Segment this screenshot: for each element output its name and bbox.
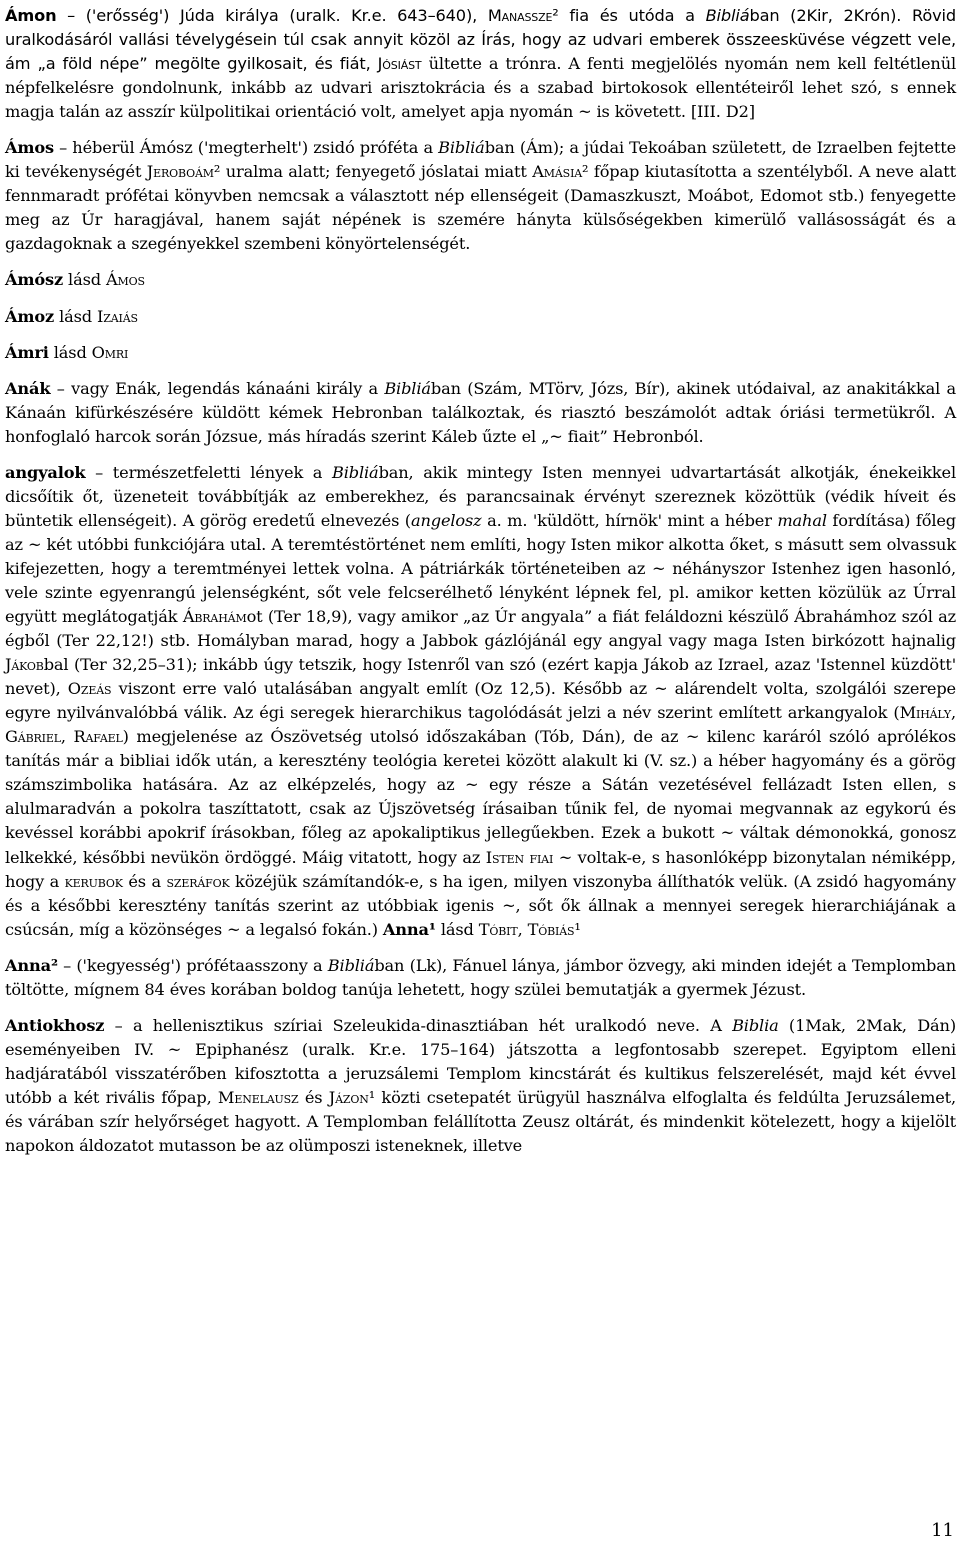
entry-antiokhosz bbox=[5, 1014, 956, 1158]
entry-text: – a hellenisztikus szíriai Szeleukida-dinasztiában hét uralkodó neve. A bbox=[104, 1015, 733, 1035]
cross-reference: Ozeás bbox=[67, 679, 112, 699]
entry-text: – héberül Ámósz ('megterhelt') zsidó próféta a bbox=[54, 138, 439, 158]
cross-reference: Amásia² bbox=[532, 162, 589, 182]
entry-text: ) megjelenése az Ószövetség utolsó időszakában (Tób, Dán), de az ~ kilenc karáról szóló aprólékos tanítás már a bibliai idők után, a keresztény teológia keretei között alakult ki (V. sz.) a héber hagyomány és a görög számszimbolika hatására. Az az elképzelés, hogy az ~ egy része a Sátán vezetésével fellázadt Isten ellen, s alulmaradván a pokolra taszíttatott, csak az Újszövetség írásaiban tűnik fel, de nyomai megvannak az egykorú és kevéssel korábbi apokrif írásokban, főleg az apokaliptikus jellegűekben. Ezek a bukott ~ váltak démonokká, gonosz lelkekké, későbbi nevükön ördöggé. Máig vitatott, hogy az bbox=[5, 727, 956, 867]
italic-text: Bibliá bbox=[438, 138, 485, 158]
entry-angyalok bbox=[5, 461, 956, 942]
entry-text: ~ voltak-e, s hasonlóképp bizonytalan némiképp, hogy a bbox=[5, 847, 956, 891]
entry-text: , bbox=[60, 727, 74, 747]
entry-text: , bbox=[951, 703, 956, 723]
entry-text: közéjük számítandók-e, s ha igen, milyen viszonyba állíthatók velük. (A zsidó hagyomány és a későbbi keresztény tanítás szerint az utóbbiak igenis ~, sőt ők állnak a mennyei seregek hierarchiájának a csúcsán, míg a közönséges ~ a legalsó fokán.) bbox=[5, 871, 956, 939]
entry-text: ban, akik mintegy Isten mennyei udvartartását alkotják, énekeikkel dicsőítik őt, üzeneteit továbbítják az emberekhez, és parancsainak érvényt szereznek közöttük (védik híveit és büntetik ellenségeit). A görög eredetű elnevezés ( bbox=[5, 462, 956, 530]
headword: angyalok bbox=[5, 462, 86, 482]
cross-reference: Manassze² bbox=[487, 6, 570, 25]
headword: Anák bbox=[5, 378, 51, 398]
cross-reference: Gábriel bbox=[5, 727, 61, 747]
entry-text: és bbox=[298, 1087, 329, 1107]
entry-text: fordítása) főleg az ~ két utóbbi funkciójára utal. A teremtéstörténet nem említi, hogy Isten mikor alkotta őket, s másutt sem olvassuk kifejezetten, hogy a teremtményei lettek volna. A pátriárkák történeteiben az ~ néhányszor Istenhez igen hasonló, vele szinte egyenrangú jelenségként, sőt vele felcserélhető lényként lépnek fel, pl. amikor ketten közülük az Úrral együtt meglátogatják bbox=[5, 510, 956, 627]
entry-text: bal (Ter 32,25–31); inkább úgy tetszik, hogy Istenről van szó (ezért kapja Jákob az Izrael, azaz 'Istennel küzdött' nevet), bbox=[5, 655, 956, 699]
entry-text: – ('kegyesség') prófétaasszony a bbox=[57, 955, 328, 975]
cross-reference: Menelausz bbox=[217, 1087, 299, 1107]
cross-reference: Rafael bbox=[73, 727, 123, 747]
cross-reference: Ábrahám bbox=[182, 607, 247, 627]
cross-reference: Izaiás bbox=[96, 306, 138, 326]
entry-text: ot (Ter 18,9), vagy amikor „az Úr angyala” a fiát feláldozni készülő Ábrahámhoz szól az égből (Ter 22,12!) stb. Homályban marad, hogy a Jabbok gázlójánál egy angyal vagy maga Isten birkózott hajnalig bbox=[5, 607, 956, 651]
entry-text: , bbox=[517, 919, 528, 939]
entry-amosz bbox=[5, 268, 956, 292]
page-number: 11 bbox=[931, 1520, 954, 1541]
italic-text: mahal bbox=[777, 510, 827, 530]
italic-text: Biblia bbox=[732, 1015, 779, 1035]
entry-text: – természetfeletti lények a bbox=[85, 462, 333, 482]
dictionary-page bbox=[5, 4, 956, 1170]
cross-reference: Ámos bbox=[105, 270, 145, 290]
entry-text: fia és utóda a bbox=[569, 6, 706, 25]
entry-text: ban (Ám); a júdai Tekoában született, de Izraelben fejtette ki tevékenységét bbox=[5, 138, 956, 182]
cross-reference: Jeroboám² bbox=[146, 162, 221, 182]
italic-text: Bibliá bbox=[705, 6, 750, 25]
entry-text: lásd bbox=[54, 306, 97, 326]
headword: Ámósz bbox=[5, 270, 64, 290]
entry-text: és a bbox=[122, 871, 167, 891]
cross-reference: szeráfok bbox=[166, 871, 230, 891]
entry-amoz bbox=[5, 305, 956, 329]
cross-reference: Tóbit bbox=[478, 919, 518, 939]
cross-reference: Jósiást bbox=[377, 54, 422, 74]
entry-anak bbox=[5, 377, 956, 449]
headword: Anna² bbox=[5, 955, 58, 975]
entry-text: uralma alatt; fenyegető jóslatai miatt bbox=[220, 162, 533, 182]
entry-text: ültette a trónra. A fenti megjelölés nyomán nem kell feltétlenül népfelkelésre gondolnunk, inkább az udvari arisztokrácia és a szabad birtokosok ellentéteiről lehet szó, s ennek magja talán az asszír külpolitikai orientáció volt, amelyet apja nyomán ~ is követett. [III. D2] bbox=[5, 54, 957, 122]
entry-text: ban (2Kir, 2Krón). Rövid uralkodásáról vallási tévelygésein túl csak annyit közöl az Írás, hogy az udvari emberek összeesküvése végzett vele, ám „a föld népe” megölte gyilkosait, és fiát, bbox=[5, 6, 956, 74]
entry-text: lásd bbox=[48, 342, 92, 362]
cross-reference: Jázon¹ bbox=[328, 1087, 376, 1107]
cross-reference: Omri bbox=[91, 342, 129, 362]
headword: Antiokhosz bbox=[5, 1015, 105, 1035]
entry-amon bbox=[5, 4, 956, 124]
cross-reference: Mihály bbox=[899, 703, 951, 723]
entry-text: a. m. 'küldött, hírnök' mint a héber bbox=[481, 510, 778, 530]
headword: Ámos bbox=[5, 138, 54, 158]
entry-amri bbox=[5, 341, 956, 365]
entry-anna2 bbox=[5, 954, 956, 1002]
headword: Ámoz bbox=[5, 306, 55, 326]
entry-text: viszont erre való utalásában angyalt említ (Oz 12,5). Később az ~ alárendelt volta, szolgálói szerepe egyre nyilvánvalóbbá válik. Az égi seregek hierarchikus tagolódását jelzi a név szerint említett arkangyalok ( bbox=[5, 679, 956, 723]
cross-reference: Tóbiás¹ bbox=[527, 919, 581, 939]
entry-amos bbox=[5, 136, 956, 256]
entry-text: ban (Szám, MTörv, Józs, Bír), akinek utódaival, az anakitákkal a Kánaán kifürkészésére küldött kémek Hebronban találkoztak, és riasztó beszámolót adtak óriási termetükről. A honfoglaló harcok során Józsue, más híradás szerint Káleb űzte el „~ fiait” Hebronból. bbox=[5, 378, 956, 446]
entry-text: – ('erősség') Júda királya (uralk. Kr.e. 643–640), bbox=[56, 6, 488, 25]
entry-text: lásd bbox=[435, 919, 479, 939]
cross-reference: Jákob bbox=[5, 655, 44, 675]
italic-text: Bibliá bbox=[327, 955, 375, 975]
entry-text: főpap kiutasította a szentélyből. A neve alatt fennmaradt prófétai könyvben nemcsak a választott nép ellenségeit (Damaszkuszt, Moábot, Edomot stb.) fenyegette meg az Úr haragjával, hanem saját népének is szemére hányta külsőségekben kimerülő vallásosságát és a gazdagoknak a szegényekkel szembeni könyörtelenségét. bbox=[5, 162, 956, 254]
italic-text: angelosz bbox=[410, 510, 482, 530]
italic-text: Bibliá bbox=[384, 378, 431, 398]
entry-text: közti csetepatét ürügyül használva elfoglalta és feldúlta Jeruzsálemet, és várában szír helyőrséget hagyott. A Templomban felállította Zeusz oltárát, és mindenkit kötelezett, hogy a kijelölt napokon áldozatot mutasson be az olümposzi isteneknek, illetve bbox=[5, 1087, 957, 1156]
entry-text: lásd bbox=[63, 270, 106, 290]
entry-text: – vagy Enák, legendás kánaáni király a bbox=[50, 378, 385, 398]
headword: Ámri bbox=[5, 342, 49, 362]
entry-text: (1Mak, 2Mak, Dán) eseményeiben IV. ~ Epiphanész (uralk. Kr.e. 175–164) játszotta a legfontosabb szerepet. Egyiptom elleni hadjáratából visszatérőben kifosztotta a jeruzsálemi Templom kincstárát és kultikus felszerelését, majd két évvel utóbb a két rivális főpap, bbox=[5, 1015, 956, 1107]
inline-headword: Anna¹ bbox=[382, 919, 436, 939]
entry-text: ban (Lk), Fánuel lánya, jámbor özvegy, aki minden idejét a Templomban töltötte, mígnem 84 éves korában boldog tanúja lehetett, hogy szülei bemutatják a gyermek Jézust. bbox=[5, 955, 957, 999]
italic-text: Bibliá bbox=[332, 462, 379, 482]
headword: Ámon bbox=[5, 6, 57, 25]
cross-reference: Isten fiai bbox=[485, 847, 554, 867]
cross-reference: kerubok bbox=[64, 871, 123, 891]
